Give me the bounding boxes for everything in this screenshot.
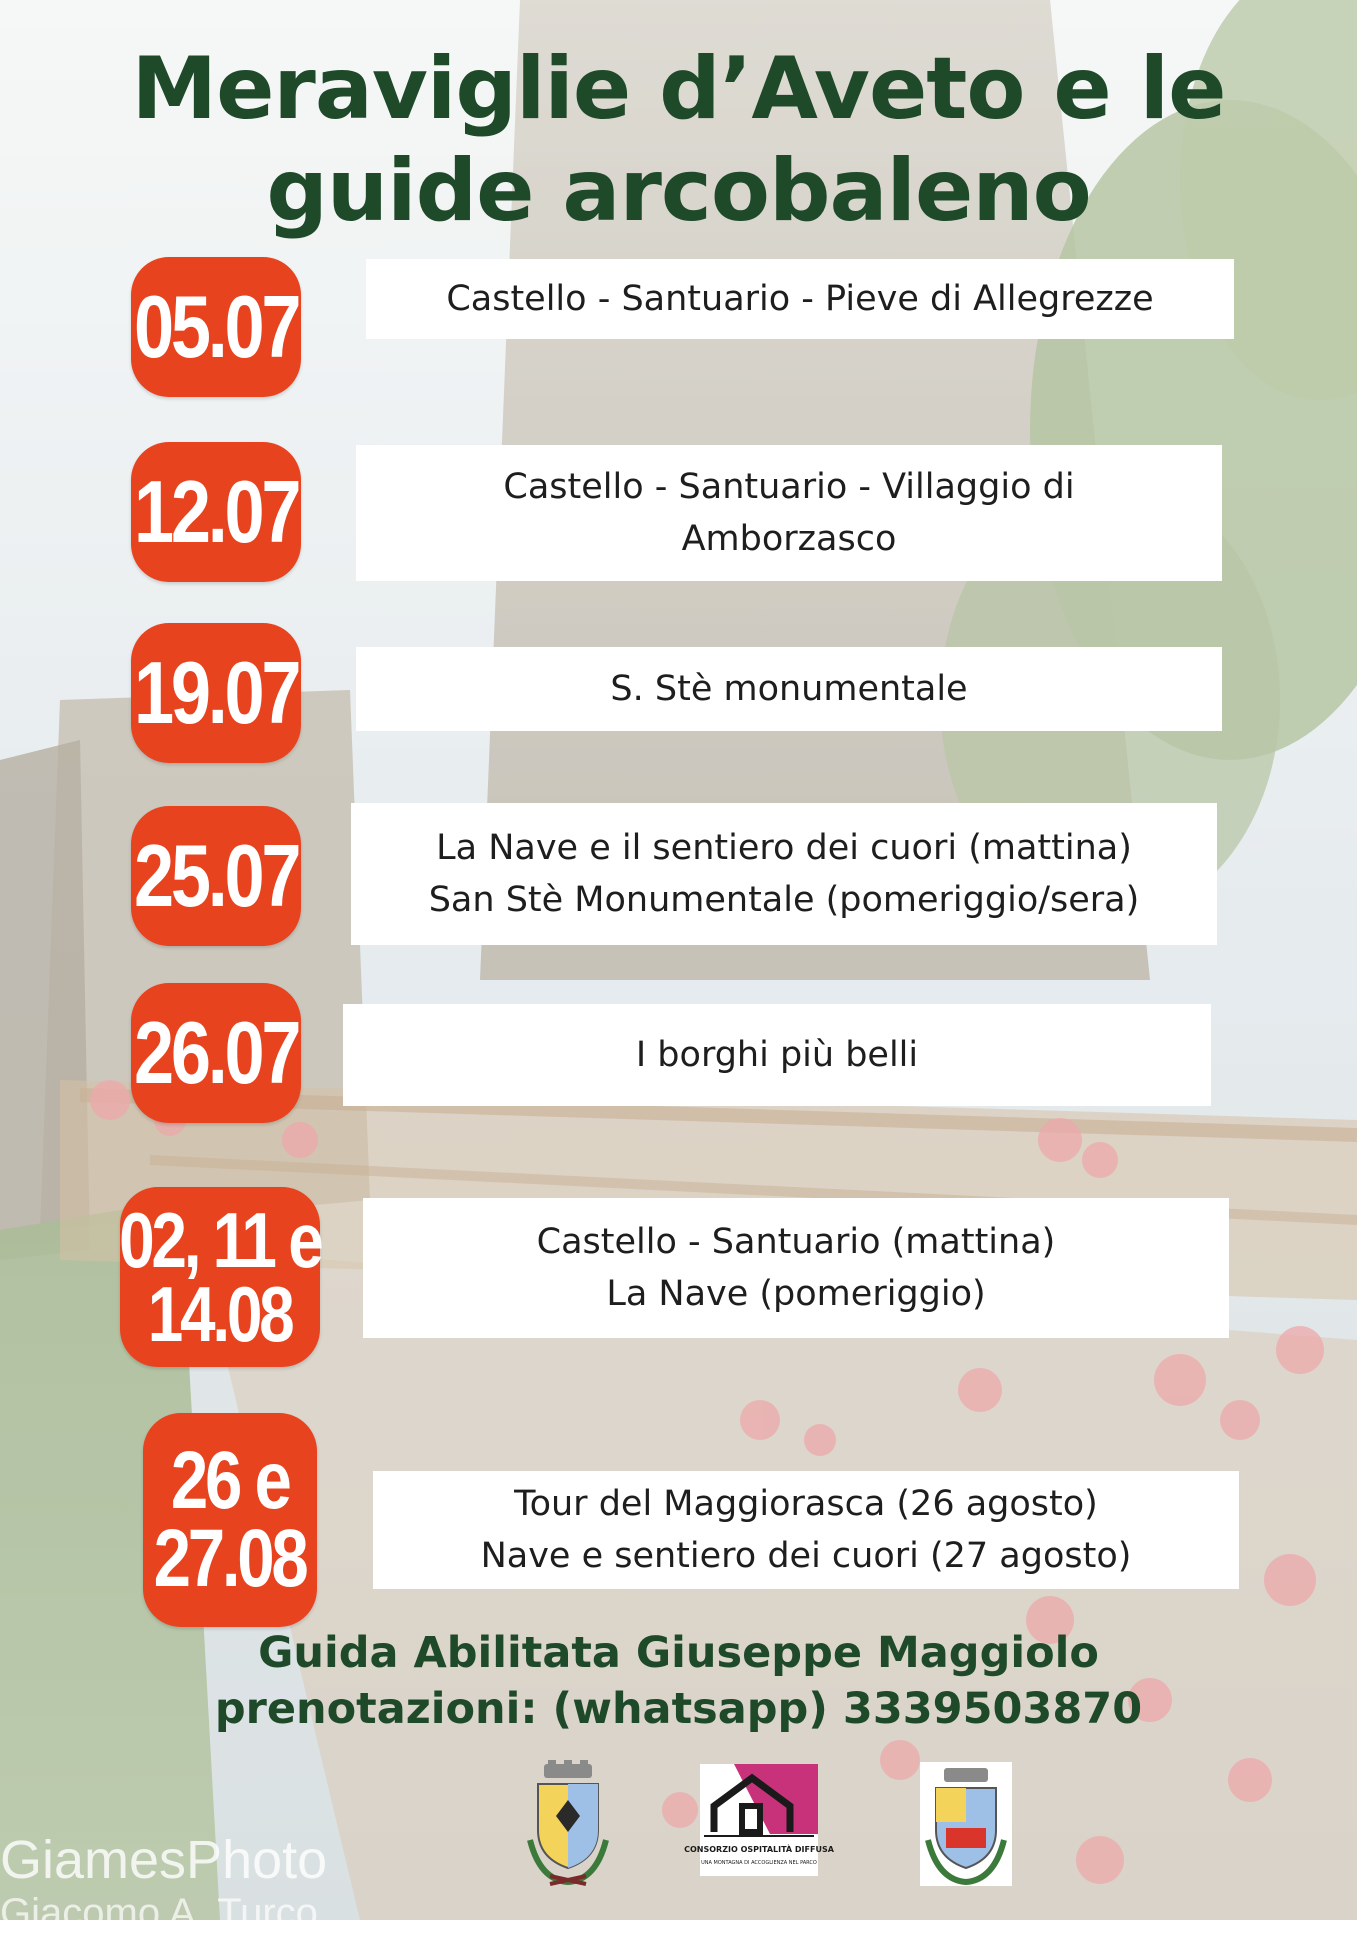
right-coat-of-arms-logo [920,1762,1012,1886]
date-text: 27.08 [154,1513,306,1604]
guide-name: Guida Abilitata Giuseppe Maggiolo [258,1628,1099,1678]
date-badge [143,1413,317,1627]
event-card [363,1198,1229,1338]
event-text: La Nave e il sentiero dei cuori (mattina) [436,828,1132,868]
date-text: 25.07 [133,826,299,925]
event-text: S. Stè monumentale [610,669,968,709]
date-badge [131,257,301,397]
date-text: 26.07 [133,1003,299,1102]
left-coat-of-arms-logo [520,1760,616,1888]
event-text: La Nave (pomeriggio) [606,1274,986,1314]
consorzio-name-text: CONSORZIO OSPITALITÀ DIFFUSA [684,1845,834,1854]
consorzio-ospitalita-diffusa-logo [684,1764,834,1876]
guide-contact [0,1625,1357,1737]
photo-credit: GiamesPhoto [0,1830,328,1890]
date-badge [131,442,301,582]
page-title [0,38,1357,242]
event-text: Castello - Santuario - Villaggio di [503,467,1075,507]
event-card [356,445,1222,581]
booking-phone: prenotazioni: (whatsapp) 3339503870 [214,1684,1143,1734]
photo-credit-author: Giacomo A. Turco [0,1891,318,1935]
event-text: Tour del Maggiorasca (26 agosto) [514,1484,1098,1524]
date-badge [131,806,301,946]
consorzio-subtitle-text: UNA MONTAGNA DI ACCOGLIENZA NEL PARCO [701,1860,817,1866]
event-text: San Stè Monumentale (pomeriggio/sera) [428,880,1140,920]
date-text: 26 e [171,1435,289,1526]
title-line-1: Meraviglie d’Aveto e le [131,39,1226,139]
date-badge [131,983,301,1123]
date-text: 19.07 [133,643,299,742]
title-line-2: guide arcobaleno [266,141,1091,241]
event-card [351,803,1217,945]
event-card [343,1004,1211,1106]
event-card [366,259,1234,339]
date-badge [120,1187,320,1367]
date-text: 14.08 [148,1270,292,1358]
event-text: Castello - Santuario - Pieve di Allegrezze [446,279,1154,319]
date-text: 02, 11 e [119,1196,321,1284]
date-badge [131,623,301,763]
event-text: Castello - Santuario (mattina) [536,1222,1056,1262]
event-card [356,647,1222,731]
date-text: 05.07 [133,277,299,376]
date-text: 12.07 [133,462,299,561]
event-text: Amborzasco [681,519,897,559]
event-card [373,1471,1239,1589]
event-text: I borghi più belli [635,1035,919,1075]
event-text: Nave e sentiero dei cuori (27 agosto) [480,1536,1132,1576]
